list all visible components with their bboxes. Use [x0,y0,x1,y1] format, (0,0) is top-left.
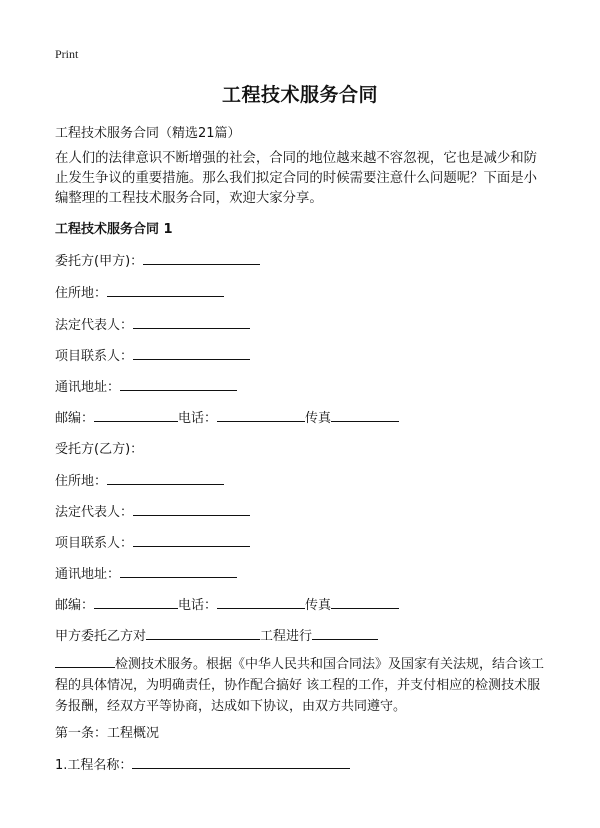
party-b-postcode-row [55,594,399,613]
party-a-label: 委托方(甲方)： [55,254,144,269]
party-b-address-row [55,470,224,489]
party-b-contact-label: 项目联系人： [55,536,134,551]
party-a-legal-rep-blank [133,315,250,329]
party-b-legal-rep-row [55,501,250,520]
party-a-contact-row [55,345,250,364]
section-heading: 工程技术服务合同 1 [55,222,173,237]
party-a-postcode-row [55,407,399,426]
commission-scope-blank [312,626,378,640]
party-a-fax-label: 传真 [305,411,332,426]
commission-row [55,625,378,644]
intro-paragraph: 在人们的法律意识不断增强的社会，合同的地位越来越不容忽视，它也是减少和防止发生争议的重要措施。那么我们拟定合同的时候需要注意什么问题呢？下面是小编整理的工程技术服务合同，欢迎大家分享。 [55,151,538,206]
party-b-phone-blank [217,595,305,609]
party-a-mail-address-label: 通讯地址： [55,380,121,395]
party-a-contact-label: 项目联系人： [55,349,134,364]
party-b-legal-rep-blank [133,502,250,516]
party-a-mail-address-blank [120,377,237,391]
party-b-phone-label: 电话： [178,598,218,613]
party-b-mail-address-blank [120,564,237,578]
party-a-legal-rep-label: 法定代表人： [55,318,134,333]
party-b-mail-address-row [55,563,237,582]
party-b-legal-rep-label: 法定代表人： [55,505,134,520]
party-b-contact-blank [133,533,250,547]
item-1-blank [132,755,350,769]
party-b-contact-row [55,532,250,551]
print-link[interactable]: Print [55,47,79,61]
party-a-fax-blank [331,408,399,422]
document-title: 工程技术服务合同 [221,84,378,106]
party-b-label: 受托方(乙方)： [55,442,144,457]
document-subtitle: 工程技术服务合同（精选21篇） [55,126,241,141]
party-a-postcode-blank [94,408,178,422]
party-a-phone-label: 电话： [178,411,218,426]
service-paragraph [55,654,550,717]
item-1-number: 1. [55,758,68,773]
party-b-address-blank [107,471,224,485]
service-type-blank [55,654,115,668]
party-b-mail-address-label: 通讯地址： [55,567,121,582]
party-b-fax-label: 传真 [305,598,332,613]
party-a-contact-blank [133,346,250,360]
party-a-name-blank [143,251,260,265]
party-a-phone-blank [217,408,305,422]
party-a-legal-rep-row [55,314,250,333]
party-a-label-row [55,250,260,269]
party-a-address-row [55,282,224,301]
party-b-address-label: 住所地： [55,474,108,489]
party-b-postcode-label: 邮编： [55,598,95,613]
item-1-label: 工程名称： [67,758,133,773]
party-a-address-label: 住所地： [55,286,108,301]
commission-project-blank [146,626,260,640]
party-b-label-row [55,438,143,457]
party-b-postcode-blank [94,595,178,609]
article-1-heading: 第一条：工程概况 [55,726,160,741]
party-a-address-blank [107,283,224,297]
item-1-row [55,754,350,773]
party-a-postcode-label: 邮编： [55,411,95,426]
service-paragraph-text: 检测技术服务。根据《中华人民共和国合同法》及国家有关法规，结合该工程的具体情况，为明确责任，协作配合搞好 该工程的工作，并支付相应的检测技术服务报酬，经双方平等协商，达成如下协议，由双方共同遵守。 [55,657,545,714]
party-b-fax-blank [331,595,399,609]
commission-prefix: 甲方委托乙方对 [55,629,147,644]
commission-mid: 工程进行 [260,629,313,644]
party-a-mail-address-row [55,376,237,395]
